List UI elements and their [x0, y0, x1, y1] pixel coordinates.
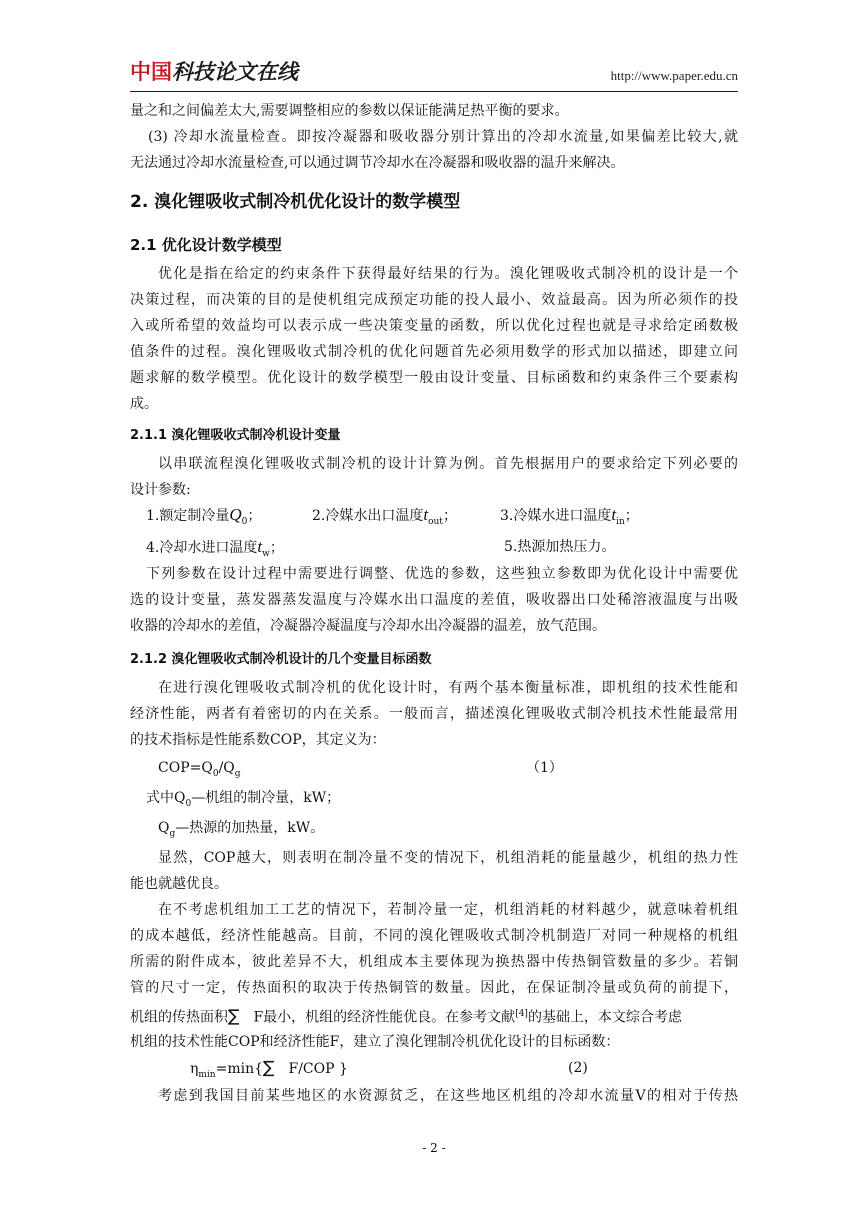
text-line: 显然，COP越大，则表明在制冷量不变的情况下，机组消耗的能量越少，机组的热力性	[158, 850, 738, 866]
page-number: - 2 -	[422, 1141, 446, 1155]
text-line: 优化是指在给定的约束条件下获得最好结果的行为。溴化锂吸收式制冷机的设计是一个	[158, 266, 738, 282]
param-item-2: 2.冷媒水出口温度$t_{out}$；	[312, 505, 457, 527]
text-line: 成。	[130, 396, 158, 412]
text-line: 值条件的过程。溴化锂吸收式制冷机的优化问题首先必须用数学的形式加以描述，即建立问	[130, 344, 738, 360]
subsection-heading: 2.1 优化设计数学模型	[130, 236, 282, 254]
text-line: 收器的冷却水的差值，冷凝器冷凝温度与冷却水出冷凝器的温差，放气范围。	[130, 618, 606, 634]
where-line-1: 式中$Q_0—$机组的制冷量，kW；	[146, 790, 341, 809]
citation-ref[interactable]: [4]	[515, 1009, 528, 1019]
text-line-with-sigma: 机组的传热面积∑ F最小，机组的经济性能优良。在参考文献[4]的基础上，本文综合考虑	[130, 1006, 682, 1027]
equation-2-number: (2)	[568, 1060, 588, 1076]
text-line: 机组的技术性能COP和经济性能F，建立了溴化锂制冷机优化设计的目标函数：	[130, 1034, 620, 1050]
text-line: 决策过程，而决策的目的是使机组完成预定功能的投人最小、效益最高。因为所必须作的投	[130, 292, 738, 308]
equation-1-number: （1）	[526, 760, 563, 776]
subsubsection-heading: 2.1.2 溴化锂吸收式制冷机设计的几个变量目标函数	[130, 652, 432, 667]
text-line: 能也就越优良。	[130, 876, 228, 892]
equation-2: $\eta_{min}=\min\{\sum$ F/COP }	[190, 1058, 348, 1080]
logo-black-text: 科技论文在线	[172, 60, 298, 84]
logo-red-text: 中国	[130, 60, 172, 84]
page-header	[130, 58, 738, 90]
param-item-1: 1.额定制冷量$Q_0$；	[146, 505, 262, 527]
text-line: 入或所希望的效益均可以表示成一些决策变量的函数，所以优化过程也就是寻求给定函数极	[130, 318, 738, 334]
header-url[interactable]: http://www.paper.edu.cn	[610, 68, 738, 83]
text-line: 的技术指标是性能系数COP，其定义为：	[130, 732, 386, 748]
sigma-symbol: ∑	[263, 1058, 275, 1078]
text-line: 经济性能，两者有着密切的内在关系。一般而言，描述溴化锂吸收式制冷机技术性能最常用	[130, 706, 738, 722]
text-line: 所需的附件成本，彼此差异不大，机组成本主要体现为换热器中传热铜管数量的多少。若铜	[130, 954, 738, 970]
site-logo	[130, 58, 298, 86]
text-line: 无法通过冷却水流量检查,可以通过调节冷却水在冷凝器和吸收器的温升来解决。	[130, 155, 625, 171]
text-line: 量之和之间偏差太大,需要调整相应的参数以保证能满足热平衡的要求。	[130, 103, 569, 119]
sigma-symbol: ∑	[228, 1006, 240, 1027]
text-line: 以串联流程溴化锂吸收式制冷机的设计计算为例。首先根据用户的要求给定下列必要的	[158, 456, 738, 472]
text-line: 管的尺寸一定，传热面积的取决于传热铜管的数量。因此，在保证制冷量或负荷的前提下，	[130, 980, 738, 996]
text-line: 在不考虑机组加工工艺的情况下，若制冷量一定，机组消耗的材料越少，就意味着机组	[158, 902, 738, 918]
text-line: 的成本越低，经济性能越高。目前，不同的溴化锂吸收式制冷机制造厂对同一种规格的机组	[130, 928, 738, 944]
text-line: 设计参数:	[130, 482, 191, 498]
where-line-2: $Q_g—$热源的加热量，kW。	[158, 820, 325, 839]
header-rule	[130, 91, 738, 92]
text-line: (3) 冷却水流量检查。即按冷凝器和吸收器分别计算出的冷却水流量,如果偏差比较大,就	[148, 129, 738, 145]
equation-1: $COP=Q_0/Q_g$	[158, 760, 241, 779]
text-line: 题求解的数学模型。优化设计的数学模型一般由设计变量、目标函数和约束条件三个要素构	[130, 370, 738, 386]
param-item-5: 5.热源加热压力。	[504, 539, 616, 555]
text-line: 在进行溴化锂吸收式制冷机的优化设计时，有两个基本衡量标准，即机组的技术性能和	[158, 680, 738, 696]
subsubsection-heading: 2.1.1 溴化锂吸收式制冷机设计变量	[130, 428, 341, 443]
section-heading: 2. 溴化锂吸收式制冷机优化设计的数学模型	[130, 192, 461, 212]
text-line: 选的设计变量，蒸发器蒸发温度与冷媒水出口温度的差值，吸收器出口处稀溶液温度与出吸	[130, 592, 738, 608]
text-line: 考虑到我国目前某些地区的水资源贫乏，在这些地区机组的冷却水流量V的相对于传热	[158, 1088, 738, 1104]
param-item-3: 3.冷媒水进口温度$t_{in}$；	[500, 505, 639, 527]
text-line: 下列参数在设计过程中需要进行调整、优选的参数，这些独立参数即为优化设计中需要优	[146, 566, 738, 582]
param-item-4: 4.冷却水进口温度$t_w$；	[146, 537, 284, 559]
